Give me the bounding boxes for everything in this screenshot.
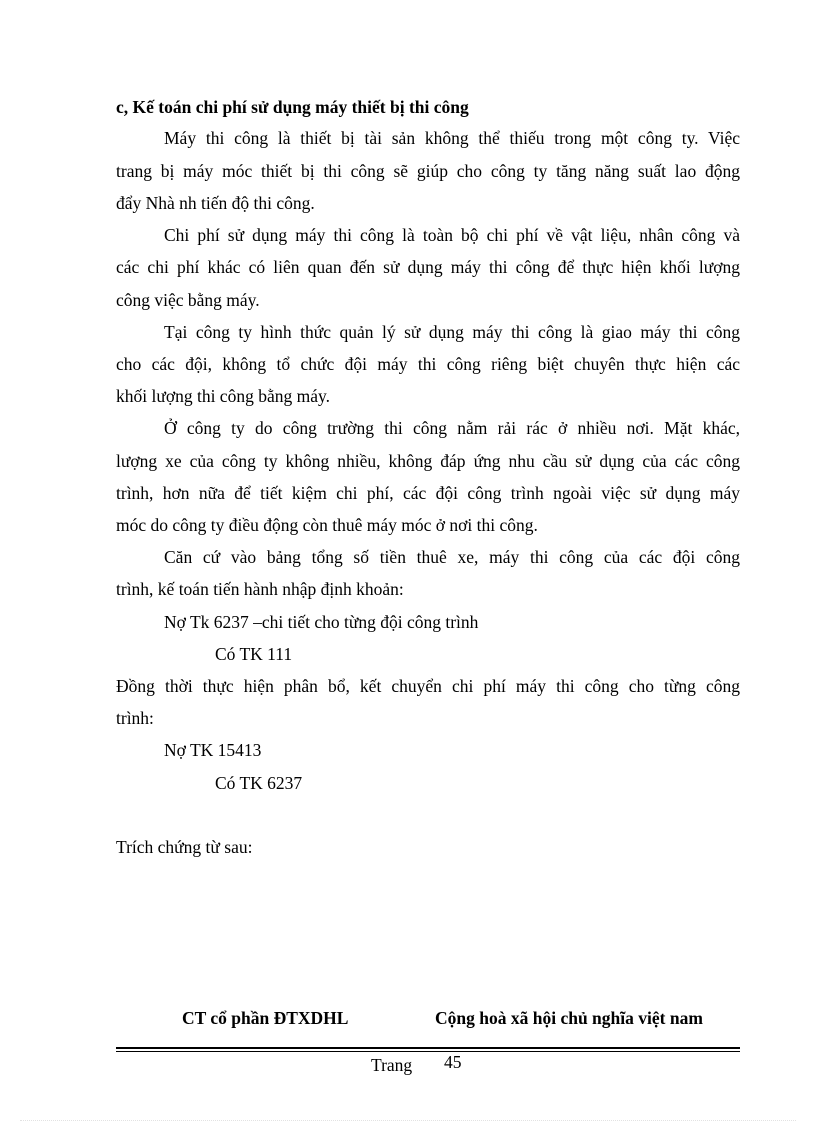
paragraph-line: Trích chứng từ sau: xyxy=(116,837,253,857)
footer-divider-thick xyxy=(116,1047,740,1049)
paragraph-line: khối lượng thi công bằng máy. xyxy=(116,386,330,406)
paragraph-line: Đồng thời thực hiện phân bổ, kết chuyển chi phí máy thi công cho từng công xyxy=(116,676,740,696)
paragraph-line: Căn cứ vào bảng tổng số tiền thuê xe, máy thi công của các đội công xyxy=(164,547,740,567)
footer-divider-thin xyxy=(116,1051,740,1052)
paragraph-line: móc do công ty điều động còn thuê máy móc ở nơi thi công. xyxy=(116,515,538,535)
paragraph-line: trình: xyxy=(116,708,154,728)
paragraph-line: Ở công ty do công trường thi công nằm rải rác ở nhiều nơi. Mặt khác, xyxy=(164,418,740,438)
journal-debit-line: Nợ TK 15413 xyxy=(164,740,262,760)
paragraph-line: Tại công ty hình thức quản lý sử dụng máy thi công là giao máy thi công xyxy=(164,322,740,342)
paragraph-line: công việc bằng máy. xyxy=(116,290,260,310)
paragraph-line: Máy thi công là thiết bị tài sản không thể thiếu trong một công ty. Việc xyxy=(164,128,740,148)
page-number: 45 xyxy=(444,1052,462,1072)
journal-credit-line: Có TK 111 xyxy=(215,644,293,664)
footer-motto: Cộng hoà xã hội chủ nghĩa việt nam xyxy=(435,1008,703,1028)
paragraph-line: đẩy Nhà nh tiến độ thi công. xyxy=(116,193,315,213)
journal-debit-line: Nợ Tk 6237 –chi tiết cho từng đội công trình xyxy=(164,612,479,632)
paragraph-line: Chi phí sử dụng máy thi công là toàn bộ chi phí về vật liệu, nhân công và xyxy=(164,225,740,245)
paragraph-line: trang bị máy móc thiết bị thi công sẽ giúp cho công ty tăng năng suất lao động xyxy=(116,161,740,181)
paragraph-line: trình, hơn nữa để tiết kiệm chi phí, các đội công trình ngoài việc sử dụng máy xyxy=(116,483,740,503)
paragraph-line: lượng xe của công ty không nhiều, không đáp ứng nhu cầu sử dụng của các công xyxy=(116,451,740,471)
paragraph-line: trình, kế toán tiến hành nhập định khoản: xyxy=(116,579,404,599)
paragraph-line: các chi phí khác có liên quan đến sử dụng máy thi công để thực hiện khối lượng xyxy=(116,257,740,277)
journal-credit-line: Có TK 6237 xyxy=(215,773,303,793)
footer-company: CT cổ phần ĐTXDHL xyxy=(182,1008,349,1028)
section-heading: c, Kế toán chi phí sử dụng máy thiết bị thi công xyxy=(116,97,469,117)
page-bottom-border xyxy=(20,1120,796,1121)
paragraph-line: cho các đội, không tổ chức đội máy thi công riêng biệt chuyên thực hiện các xyxy=(116,354,740,374)
page-label: Trang xyxy=(371,1055,413,1075)
